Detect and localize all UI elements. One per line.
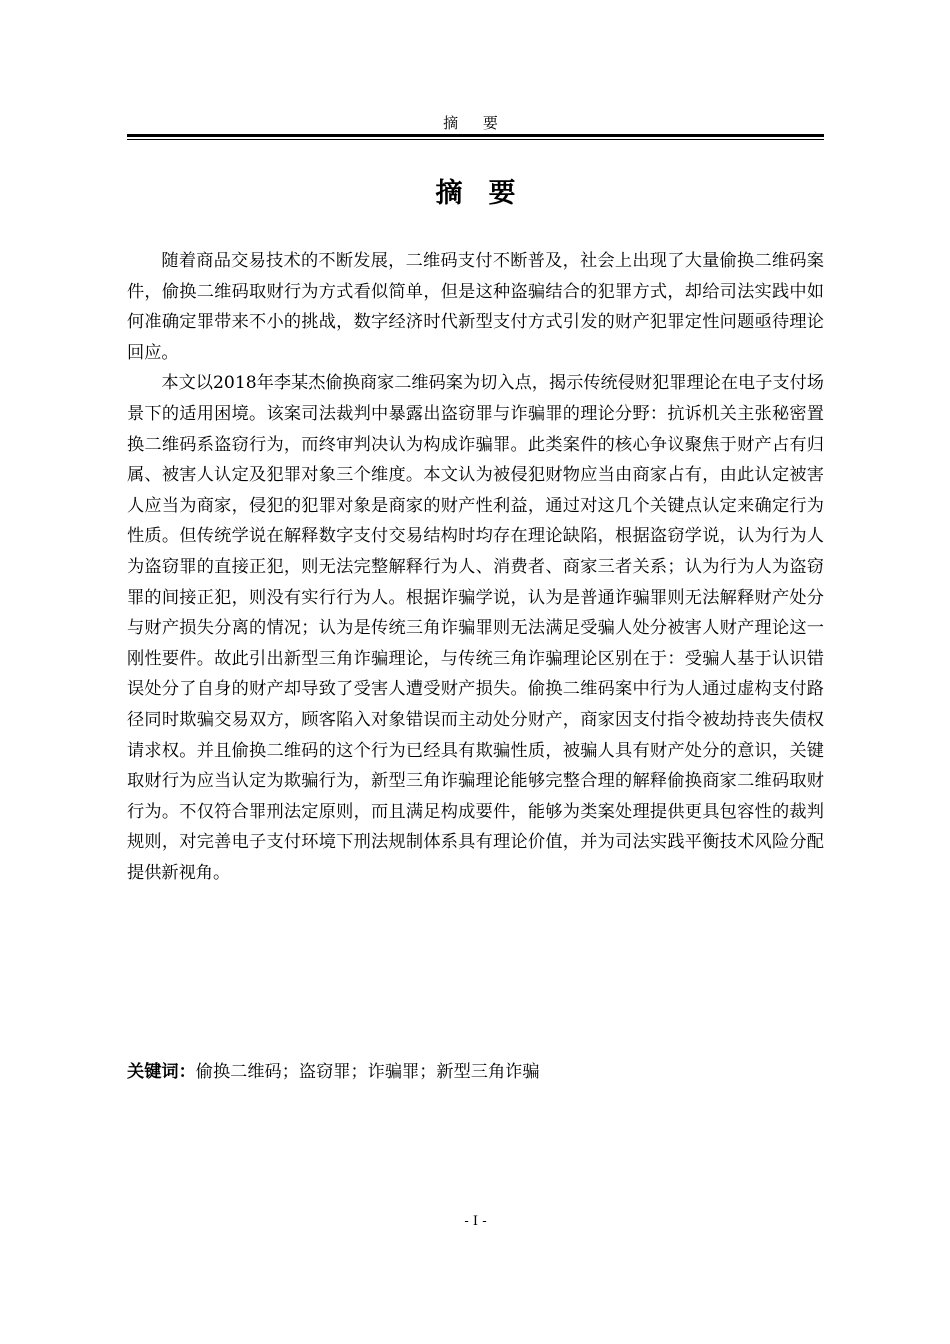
page-number: - I - <box>464 1214 487 1229</box>
abstract-paragraph-2: 本文以2018年李某杰偷换商家二维码案为切入点，揭示传统侵财犯罪理论在电子支付场景下的适用困境。该案司法裁判中暴露出盗窃罪与诈骗罪的理论分野：抗诉机关主张秘密置换二维码系盗窃行为，而终审判决认为构成诈骗罪。此类案件的核心争议聚焦于财产占有归属、被害人认定及犯罪对象三个维度。本文认为被侵犯财物应当由商家占有，由此认定被害人应当为商家，侵犯的犯罪对象是商家的财产性利益，通过对这几个关键点认定来确定行为性质。但传统学说在解释数字支付交易结构时均存在理论缺陷，根据盗窃学说，认为行为人为盗窃罪的直接正犯，则无法完整解释行为人、消费者、商家三者关系；认为行为人为盗窃罪的间接正犯，则没有实行行为人。根据诈骗学说，认为是普通诈骗罪则无法解释财产处分与财产损失分离的情况；认为是传统三角诈骗罪则无法满足受骗人处分被害人财产理论这一刚性要件。故此引出新型三角诈骗理论，与传统三角诈骗理论区别在于：受骗人基于认识错误处分了自身的财产却导致了受害人遭受财产损失。偷换二维码案中行为人通过虚构支付路径同时欺骗交易双方，顾客陷入对象错误而主动处分财产，商家因支付指令被劫持丧失债权请求权。并且偷换二维码的这个行为已经具有欺骗性质，被骗人具有财产处分的意识，关键取财行为应当认定为欺骗行为，新型三角诈骗理论能够完整合理的解释偷换商家二维码取财行为。不仅符合罪刑法定原则，而且满足构成要件，能够为类案处理提供更具包容性的裁判规则，对完善电子支付环境下刑法规制体系具有理论价值，并为司法实践平衡技术风险分配提供新视角。 <box>127 373 824 883</box>
header-divider <box>127 134 824 140</box>
keywords-value: 偷换二维码；盗窃罪；诈骗罪；新型三角诈骗 <box>195 1062 540 1082</box>
keywords-label: 关键词： <box>127 1062 196 1082</box>
keywords-line <box>127 1057 824 1087</box>
running-header-title: 摘 要 <box>443 114 508 132</box>
abstract-paragraph-1: 随着商品交易技术的不断发展，二维码支付不断普及，社会上出现了大量偷换二维码案件，偷换二维码取财行为方式看似简单，但是这种盗骗结合的犯罪方式，却给司法实践中如何准确定罪带来不小的挑战，数字经济时代新型支付方式引发的财产犯罪定性问题亟待理论回应。 <box>127 251 824 363</box>
page-title: 摘要 <box>435 178 542 209</box>
abstract-body <box>127 246 824 888</box>
